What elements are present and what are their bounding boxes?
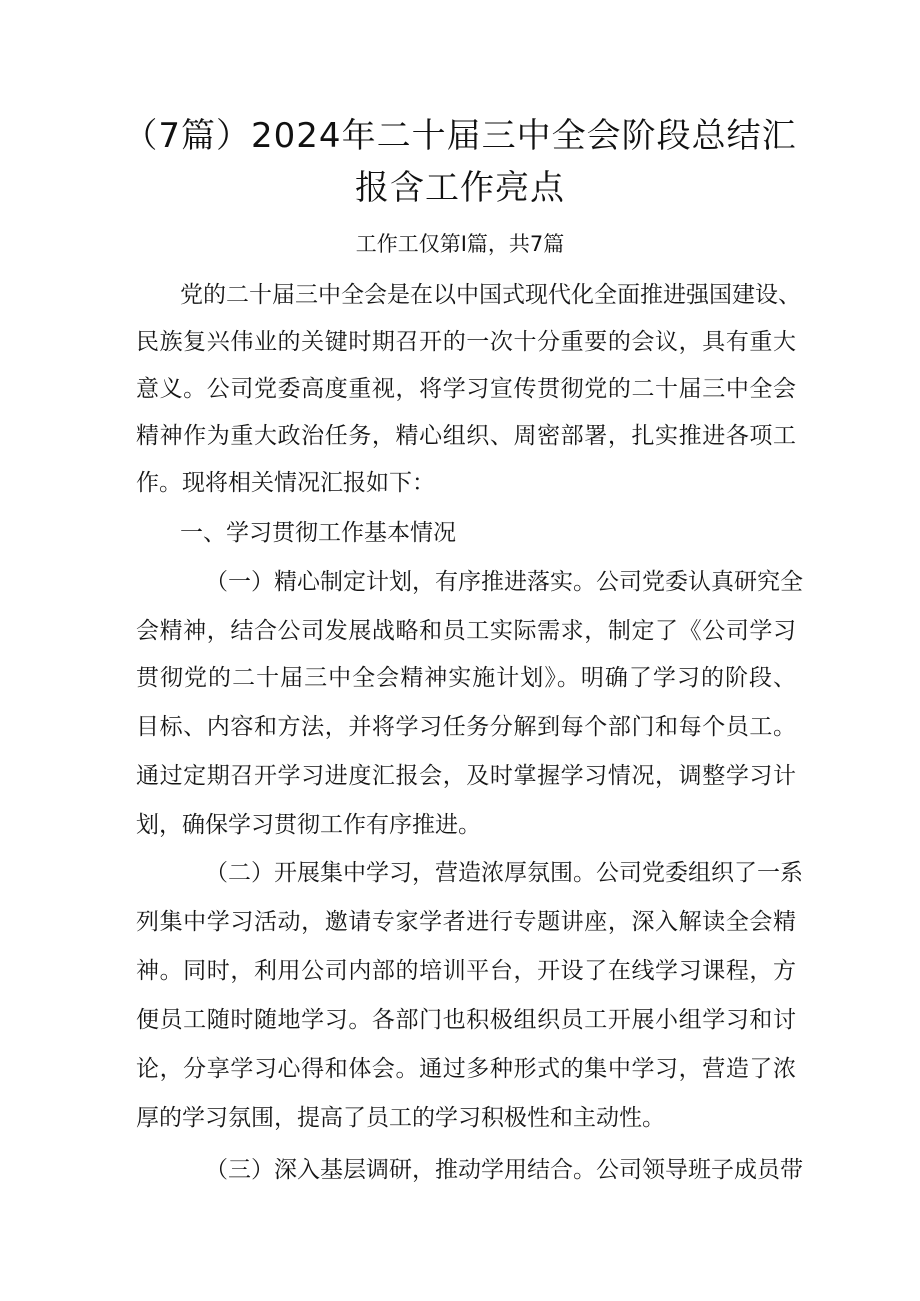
paragraph-line: 作。现将相关情况汇报如下： [136,470,435,496]
section-heading: 一、学习贯彻工作基本情况 [180,520,456,546]
paragraph-line: 会精神，结合公司发展战略和员工实际需求，制定了《公司学习 [136,618,796,644]
paragraph-line: 厚的学习氛围，提高了员工的学习积极性和主动性。 [136,1105,665,1131]
paragraph-line: （一）精心制定计划，有序推进落实。公司党委认真研究全 [205,569,803,595]
paragraph-line: 便员工随时随地学习。各部门也积极组织员工开展小组学习和讨 [136,1007,796,1033]
paragraph-line: （二）开展集中学习，营造浓厚氛围。公司党委组织了一系 [205,860,803,886]
paragraph-line: 列集中学习活动，邀请专家学者进行专题讲座，深入解读全会精 [136,909,796,935]
paragraph-line: 论，分享学习心得和体会。通过多种形式的集中学习，营造了浓 [136,1056,796,1082]
document-subtitle: 工作工仅第Ⅰ篇，共7篇 [355,232,565,256]
paragraph-line: 神。同时，利用公司内部的培训平台，开设了在线学习课程，方 [136,958,796,984]
paragraph-line: 贯彻党的二十届三中全会精神实施计划》。明确了学习的阶段、 [136,665,796,691]
paragraph-line: 精神作为重大政治任务，精心组织、周密部署，扎实推进各项工 [136,423,796,449]
document-title-line-1: （7篇）2024年二十届三中全会阶段总结汇 [123,116,797,156]
paragraph-line: 意义。公司党委高度重视，将学习宣传贯彻党的二十届三中全会 [136,376,796,402]
paragraph-line: 民族复兴伟业的关键时期召开的一次十分重要的会议，具有重大 [136,329,796,355]
paragraph-line: 目标、内容和方法，并将学习任务分解到每个部门和每个员工。 [136,714,796,740]
paragraph-line: 党的二十届三中全会是在以中国式现代化全面推进强国建设、 [180,282,801,308]
document-title-line-2: 报含工作亮点 [355,168,565,208]
paragraph-line: （三）深入基层调研，推动学用结合。公司领导班子成员带 [205,1157,803,1183]
paragraph-line: 通过定期召开学习进度汇报会，及时掌握学习情况，调整学习计 [136,763,796,789]
paragraph-line: 划，确保学习贯彻工作有序推进。 [136,812,481,838]
